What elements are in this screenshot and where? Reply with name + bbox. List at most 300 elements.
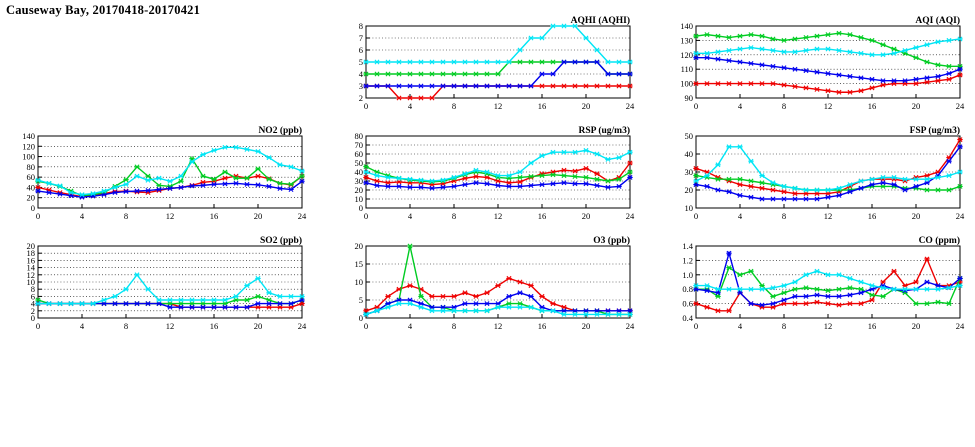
series-marker-cyan <box>561 150 566 154</box>
series-marker-cyan <box>550 24 555 28</box>
series-marker-cyan <box>440 309 445 313</box>
y-tick-label: 5 <box>358 295 363 305</box>
y-tick-label: 4 <box>358 69 363 79</box>
series-marker-cyan <box>374 60 379 64</box>
series-marker-red <box>495 284 500 288</box>
series-marker-blue <box>506 294 511 298</box>
series-marker-blue <box>484 302 489 306</box>
series-marker-cyan <box>594 312 599 316</box>
series-marker-blue <box>803 294 808 298</box>
series-marker-blue <box>167 305 172 309</box>
y-tick-label: 0 <box>358 313 363 323</box>
series-marker-red <box>803 302 808 306</box>
x-tick-label: 24 <box>625 101 635 111</box>
series-marker-red <box>770 188 775 192</box>
series-marker-blue <box>484 182 489 186</box>
series-marker-red <box>847 302 852 306</box>
y-tick-label: 10 <box>26 277 35 287</box>
x-tick-label: 12 <box>165 211 175 221</box>
series-marker-cyan <box>869 177 874 181</box>
series-marker-blue <box>583 182 588 186</box>
series-marker-cyan <box>737 145 742 149</box>
series-marker-cyan <box>814 188 819 192</box>
x-tick-label: 20 <box>253 321 263 331</box>
series-marker-green <box>924 302 929 306</box>
series-marker-cyan <box>792 50 797 54</box>
series-marker-cyan <box>123 182 128 186</box>
series-marker-cyan <box>704 284 709 288</box>
series-marker-cyan <box>222 298 227 302</box>
series-marker-blue <box>396 84 401 88</box>
series-marker-blue <box>605 72 610 76</box>
y-tick-label: 4 <box>30 298 35 309</box>
series-marker-green <box>770 294 775 298</box>
series-marker-blue <box>123 189 128 193</box>
series-marker-cyan <box>539 36 544 40</box>
x-tick-label: 12 <box>493 101 503 111</box>
series-marker-cyan <box>57 184 62 188</box>
series-marker-red <box>891 269 896 273</box>
series-marker-cyan <box>836 48 841 52</box>
series-marker-red <box>594 172 599 176</box>
series-marker-cyan <box>211 148 216 152</box>
series-marker-green <box>759 181 764 185</box>
chart-co <box>666 234 966 334</box>
series-marker-blue <box>913 77 918 81</box>
series-marker-red <box>825 302 830 306</box>
x-tick-label: 8 <box>451 321 457 331</box>
y-tick-label: 3 <box>358 81 363 91</box>
series-marker-cyan <box>550 309 555 313</box>
series-marker-cyan <box>792 186 797 190</box>
y-tick-label: 20 <box>684 185 693 195</box>
series-marker-red <box>484 291 489 295</box>
series-marker-cyan <box>451 60 456 64</box>
series-marker-blue <box>211 305 216 309</box>
series-marker-cyan <box>429 60 434 64</box>
series-marker-cyan <box>858 280 863 284</box>
series-marker-cyan <box>288 165 293 169</box>
y-tick-label: 40 <box>354 167 363 177</box>
series-marker-blue <box>200 305 205 309</box>
series-marker-blue <box>770 64 775 68</box>
x-tick-label: 4 <box>79 321 85 331</box>
series-marker-blue <box>781 298 786 302</box>
y-tick-label: 16 <box>26 255 35 266</box>
y-tick-label: 1.0 <box>682 269 693 280</box>
series-marker-blue <box>572 182 577 186</box>
series-marker-cyan <box>836 273 841 277</box>
x-tick-label: 0 <box>693 101 699 111</box>
series-marker-blue <box>178 305 183 309</box>
series-marker-blue <box>561 60 566 64</box>
series-marker-cyan <box>407 302 412 306</box>
x-tick-label: 24 <box>625 211 635 221</box>
series-marker-cyan <box>167 298 172 302</box>
series-marker-red <box>759 82 764 86</box>
series-marker-cyan <box>902 48 907 52</box>
y-tick-label: 120 <box>680 49 693 60</box>
x-tick-label: 12 <box>165 321 175 331</box>
series-marker-red <box>715 82 720 86</box>
series-marker-blue <box>715 188 720 192</box>
series-marker-green <box>836 287 841 291</box>
series-marker-blue <box>484 84 489 88</box>
series-marker-red <box>451 294 456 298</box>
series-marker-cyan <box>396 302 401 306</box>
series-marker-blue <box>473 302 478 306</box>
series-marker-cyan <box>561 312 566 316</box>
y-tick-label: 6 <box>358 45 363 55</box>
y-tick-label: 2 <box>30 305 35 316</box>
series-marker-cyan <box>385 60 390 64</box>
series-marker-cyan <box>737 47 742 51</box>
x-tick-label: 0 <box>35 211 41 221</box>
y-tick-label: 140 <box>22 131 35 141</box>
series-marker-blue <box>528 84 533 88</box>
x-tick-label: 12 <box>493 211 503 221</box>
x-tick-label: 20 <box>911 321 921 331</box>
chart-title-no2: NO2 (ppb) <box>258 126 302 136</box>
series-marker-blue <box>539 72 544 76</box>
y-tick-label: 50 <box>354 158 363 168</box>
series-marker-cyan <box>616 156 621 160</box>
y-tick-label: 110 <box>680 64 693 75</box>
chart-fsp <box>666 124 966 224</box>
series-marker-cyan <box>506 305 511 309</box>
series-marker-cyan <box>374 174 379 178</box>
series-marker-blue <box>737 60 742 64</box>
series-marker-green <box>935 188 940 192</box>
series-marker-red <box>781 83 786 87</box>
x-tick-label: 0 <box>693 321 699 331</box>
series-marker-cyan <box>748 287 753 291</box>
series-marker-cyan <box>233 145 238 149</box>
series-marker-red <box>792 84 797 88</box>
x-tick-label: 4 <box>737 101 743 111</box>
x-tick-label: 16 <box>537 101 547 111</box>
series-marker-red <box>704 305 709 309</box>
series-marker-blue <box>462 183 467 187</box>
series-marker-green <box>605 179 610 183</box>
series-marker-green <box>277 181 282 185</box>
series-marker-green <box>156 183 161 187</box>
series-marker-blue <box>836 294 841 298</box>
series-marker-cyan <box>605 60 610 64</box>
series-marker-red <box>550 302 555 306</box>
series-marker-red <box>792 302 797 306</box>
series-marker-cyan <box>869 53 874 57</box>
series-marker-blue <box>46 190 51 194</box>
x-tick-label: 24 <box>297 321 307 331</box>
series-marker-red <box>583 166 588 170</box>
series-marker-blue <box>517 84 522 88</box>
series-marker-red <box>825 89 830 93</box>
series-marker-blue <box>946 71 951 75</box>
series-marker-cyan <box>429 309 434 313</box>
x-tick-label: 8 <box>781 211 787 221</box>
series-marker-blue <box>847 74 852 78</box>
series-marker-red <box>255 174 260 178</box>
series-marker-red <box>473 294 478 298</box>
series-marker-cyan <box>462 60 467 64</box>
chart-o3 <box>336 234 636 334</box>
y-tick-label: 1.2 <box>682 255 693 266</box>
series-marker-blue <box>902 79 907 83</box>
x-tick-label: 12 <box>823 101 833 111</box>
y-tick-label: 60 <box>354 149 363 159</box>
x-tick-label: 12 <box>823 321 833 331</box>
series-marker-red <box>616 84 621 88</box>
series-marker-cyan <box>781 284 786 288</box>
series-marker-green <box>583 175 588 179</box>
x-tick-label: 0 <box>363 321 369 331</box>
y-tick-label: 20 <box>26 192 35 203</box>
y-tick-label: 7 <box>358 33 363 43</box>
series-marker-cyan <box>495 60 500 64</box>
series-marker-blue <box>792 197 797 201</box>
series-marker-blue <box>616 184 621 188</box>
series-marker-green <box>200 174 205 178</box>
series-marker-blue <box>825 71 830 75</box>
series-marker-cyan <box>101 298 106 302</box>
series-marker-blue <box>506 184 511 188</box>
series-marker-cyan <box>189 160 194 164</box>
x-tick-label: 20 <box>911 211 921 221</box>
series-marker-red <box>528 284 533 288</box>
series-marker-green <box>935 300 940 304</box>
series-marker-cyan <box>495 305 500 309</box>
series-marker-green <box>946 188 951 192</box>
series-marker-blue <box>233 305 238 309</box>
y-tick-label: 0 <box>358 203 363 213</box>
series-marker-cyan <box>759 174 764 178</box>
series-marker-cyan <box>814 269 819 273</box>
series-marker-green <box>704 33 709 37</box>
series-marker-red <box>814 300 819 304</box>
series-marker-blue <box>572 60 577 64</box>
y-tick-label: 0.4 <box>682 313 693 323</box>
series-marker-blue <box>407 84 412 88</box>
x-tick-label: 24 <box>955 101 965 111</box>
series-marker-cyan <box>847 276 852 280</box>
series-marker-cyan <box>222 145 227 149</box>
y-tick-label: 80 <box>354 131 363 141</box>
x-tick-label: 8 <box>781 321 787 331</box>
series-marker-blue <box>189 305 194 309</box>
series-marker-green <box>748 179 753 183</box>
series-marker-blue <box>440 84 445 88</box>
chart-title-fsp: FSP (ug/m3) <box>909 126 960 136</box>
series-marker-cyan <box>528 36 533 40</box>
series-marker-green <box>134 165 139 169</box>
x-tick-label: 4 <box>737 321 743 331</box>
series-marker-blue <box>255 183 260 187</box>
series-marker-blue <box>385 84 390 88</box>
series-marker-cyan <box>583 148 588 152</box>
x-tick-label: 0 <box>363 211 369 221</box>
y-tick-label: 80 <box>26 161 35 172</box>
series-marker-red <box>539 294 544 298</box>
series-marker-red <box>396 96 401 100</box>
series-marker-cyan <box>770 48 775 52</box>
series-marker-cyan <box>715 163 720 167</box>
x-tick-label: 16 <box>867 321 877 331</box>
series-marker-cyan <box>440 60 445 64</box>
y-tick-label: 140 <box>680 21 693 31</box>
y-tick-label: 40 <box>26 182 35 193</box>
series-marker-blue <box>814 70 819 74</box>
series-marker-blue <box>200 183 205 187</box>
series-marker-green <box>803 286 808 290</box>
series-marker-blue <box>891 79 896 83</box>
series-marker-blue <box>462 302 467 306</box>
series-marker-red <box>222 176 227 180</box>
series-marker-cyan <box>726 48 731 52</box>
series-marker-cyan <box>266 291 271 295</box>
x-tick-label: 12 <box>493 321 503 331</box>
chart-no2 <box>8 124 308 224</box>
series-marker-cyan <box>704 51 709 55</box>
series-marker-blue <box>222 182 227 186</box>
series-marker-blue <box>561 181 566 185</box>
series-marker-cyan <box>407 60 412 64</box>
series-marker-cyan <box>616 312 621 316</box>
series-marker-cyan <box>759 287 764 291</box>
series-marker-green <box>715 34 720 38</box>
series-marker-cyan <box>189 298 194 302</box>
series-marker-cyan <box>594 152 599 156</box>
y-tick-label: 0 <box>30 203 35 213</box>
series-marker-blue <box>726 58 731 62</box>
series-marker-green <box>781 291 786 295</box>
series-marker-green <box>748 269 753 273</box>
series-marker-green <box>429 72 434 76</box>
series-marker-cyan <box>913 287 918 291</box>
series-marker-blue <box>385 184 390 188</box>
series-marker-green <box>814 34 819 38</box>
series-marker-red <box>814 87 819 91</box>
series-marker-green <box>288 182 293 186</box>
y-tick-label: 70 <box>354 140 363 150</box>
series-marker-cyan <box>748 159 753 163</box>
series-marker-cyan <box>178 174 183 178</box>
chart-title-aqi: AQI (AQI) <box>915 16 960 26</box>
x-tick-label: 16 <box>537 211 547 221</box>
axis-frame <box>696 246 960 318</box>
series-marker-cyan <box>145 287 150 291</box>
y-tick-label: 0 <box>30 313 35 323</box>
series-marker-blue <box>880 79 885 83</box>
series-marker-cyan <box>605 312 610 316</box>
series-marker-red <box>847 90 852 94</box>
series-marker-red <box>726 82 731 86</box>
series-marker-red <box>935 79 940 83</box>
series-marker-blue <box>517 184 522 188</box>
y-tick-label: 20 <box>26 241 35 251</box>
series-marker-blue <box>781 66 786 70</box>
y-tick-label: 90 <box>684 93 693 103</box>
series-marker-cyan <box>715 50 720 54</box>
y-tick-label: 10 <box>354 277 363 287</box>
x-tick-label: 12 <box>823 211 833 221</box>
series-marker-green <box>561 174 566 178</box>
series-marker-red <box>583 84 588 88</box>
series-marker-cyan <box>134 273 139 277</box>
series-marker-green <box>255 167 260 171</box>
series-marker-green <box>572 174 577 178</box>
series-marker-blue <box>759 63 764 67</box>
series-marker-green <box>803 35 808 39</box>
series-marker-cyan <box>233 294 238 298</box>
y-tick-label: 0.8 <box>682 284 693 295</box>
series-marker-red <box>539 84 544 88</box>
y-tick-label: 40 <box>684 149 693 159</box>
series-marker-red <box>869 86 874 90</box>
series-marker-blue <box>473 181 478 185</box>
series-marker-cyan <box>803 48 808 52</box>
series-marker-green <box>737 273 742 277</box>
series-marker-green <box>385 72 390 76</box>
series-marker-green <box>451 72 456 76</box>
series-marker-blue <box>583 60 588 64</box>
series-marker-blue <box>748 61 753 65</box>
series-marker-blue <box>440 185 445 189</box>
series-marker-blue <box>462 84 467 88</box>
series-marker-blue <box>594 60 599 64</box>
series-marker-green <box>737 34 742 38</box>
series-marker-blue <box>112 302 117 306</box>
series-marker-cyan <box>57 302 62 306</box>
x-tick-label: 16 <box>537 321 547 331</box>
series-marker-cyan <box>46 181 51 185</box>
chart-title-rsp: RSP (ug/m3) <box>578 126 630 136</box>
series-marker-blue <box>759 197 764 201</box>
series-marker-blue <box>288 302 293 306</box>
series-marker-green <box>792 37 797 41</box>
series-marker-blue <box>506 84 511 88</box>
series-marker-cyan <box>792 280 797 284</box>
y-tick-label: 60 <box>26 172 35 183</box>
series-marker-green <box>266 177 271 181</box>
series-marker-red <box>858 302 863 306</box>
series-marker-blue <box>550 72 555 76</box>
series-marker-blue <box>825 195 830 199</box>
series-marker-cyan <box>506 60 511 64</box>
series-marker-blue <box>935 74 940 78</box>
series-marker-red <box>726 309 731 313</box>
series-marker-cyan <box>211 298 216 302</box>
series-marker-green <box>255 294 260 298</box>
series-marker-cyan <box>803 188 808 192</box>
series-marker-cyan <box>473 309 478 313</box>
series-marker-blue <box>616 72 621 76</box>
series-marker-cyan <box>200 298 205 302</box>
x-tick-label: 4 <box>407 321 413 331</box>
series-marker-cyan <box>123 287 128 291</box>
series-marker-cyan <box>539 309 544 313</box>
series-marker-blue <box>715 57 720 61</box>
series-marker-cyan <box>418 305 423 309</box>
series-marker-cyan <box>869 284 874 288</box>
series-marker-green <box>836 31 841 35</box>
series-marker-cyan <box>803 273 808 277</box>
series-marker-blue <box>803 197 808 201</box>
series-marker-green <box>869 38 874 42</box>
series-marker-red <box>781 190 786 194</box>
series-marker-red <box>737 82 742 86</box>
series-line-blue <box>696 147 960 199</box>
